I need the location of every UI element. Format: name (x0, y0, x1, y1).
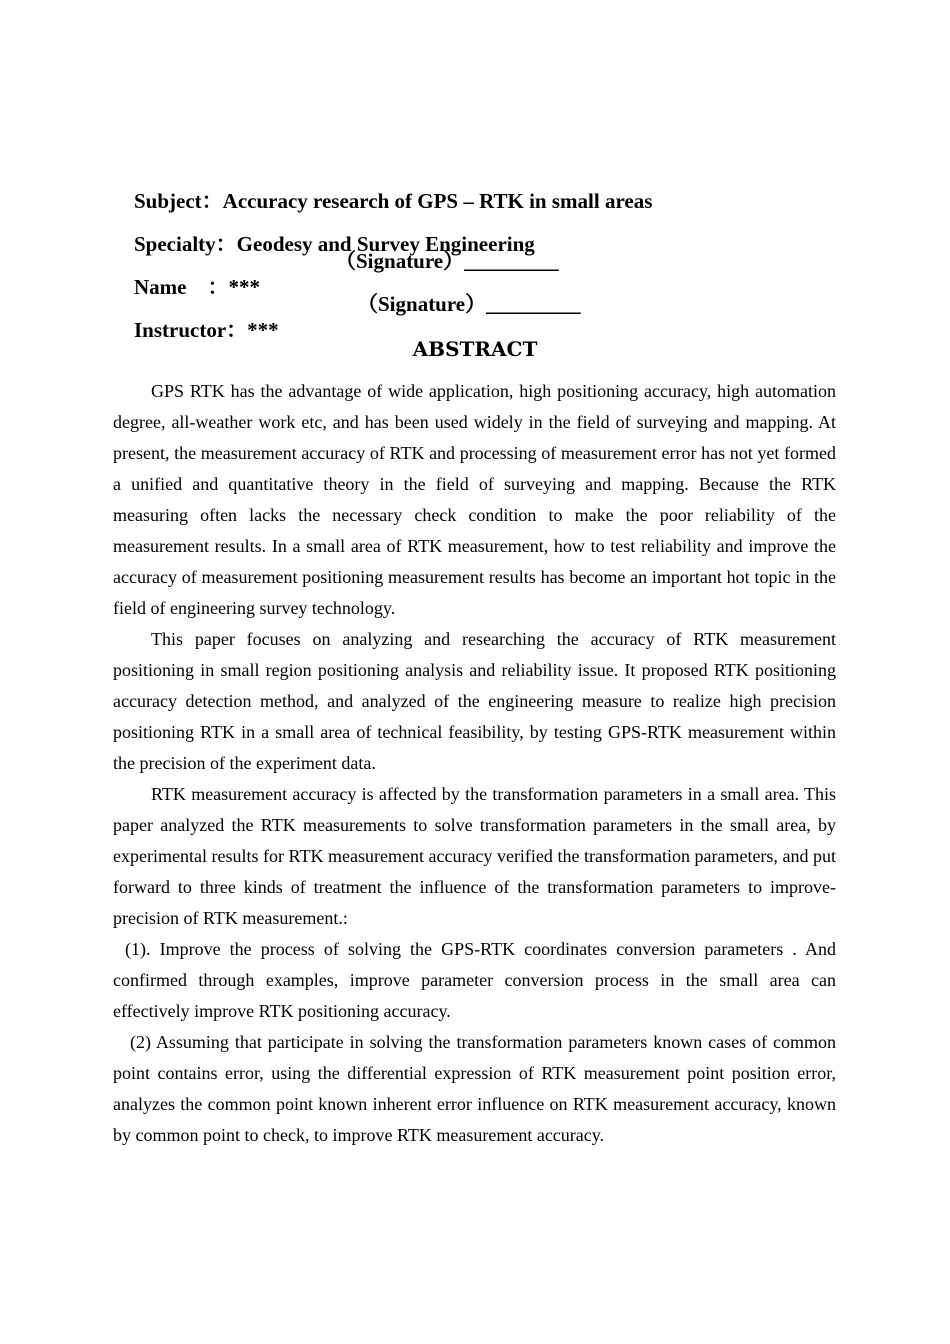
name-signature: （Signature）_________ (335, 249, 559, 273)
specialty-value: Geodesy and Survey Engineering (236, 232, 535, 256)
abstract-paragraph-3: RTK measurement accuracy is affected by the transformation parameters in a small area. This paper analyzed the RTK measurements to solve transformation parameters in the small area, by experimental results for RTK measurement accuracy verified the transformation parameters, and put forward to three kinds of treatment the influence of the transformation parameters to improve- precision of RTK measurement.: (113, 784, 836, 928)
name-value: *** (228, 275, 260, 299)
instructor-signature: （Signature）_________ (357, 292, 581, 316)
abstract-title: ABSTRACT (412, 337, 538, 361)
subject-label: Subject： (134, 189, 223, 213)
abstract-paragraph-1: GPS RTK has the advantage of wide application, high positioning accuracy, high automation degree, all-weather work etc, and has been used widely in the field of surveying and mapping. At present, the measurement accuracy of RTK and processing of measurement error has not yet formed a unified and quantitative theory in the field of surveying and mapping. Because the RTK measuring often lacks the necessary check condition to make the poor reliability of the measurement results. In a small area of RTK measurement, how to test reliability and improve the accuracy of measurement positioning measurement results has become an important hot topic in the field of engineering survey technology. (113, 381, 836, 618)
subject-value: Accuracy research of GPS – RTK in small areas (222, 189, 653, 213)
instructor-value: *** (247, 318, 279, 342)
abstract-item-2: (2) Assuming that participate in solving the transformation parameters known cases of common point contains error, using the differential expression of RTK measurement point position error, analyzes the common point known inherent error influence on RTK measurement accuracy, known by common point to check, to improve RTK measurement accuracy. (113, 1032, 836, 1145)
abstract-body (113, 376, 836, 1151)
instructor-label: Instructor： (134, 318, 248, 342)
abstract-paragraph-2: This paper focuses on analyzing and researching the accuracy of RTK measurement positioning in small region positioning analysis and reliability issue. It proposed RTK positioning accuracy detection method, and analyzed of the engineering measure to realize high precision positioning RTK in a small area of technical feasibility, by testing GPS-RTK measurement within the precision of the experiment data. (113, 629, 836, 773)
specialty-label: Specialty： (134, 232, 237, 256)
name-label: Name ： (134, 275, 229, 299)
abstract-item-1: (1). Improve the process of solving the GPS-RTK coordinates conversion parameters . And confirmed through examples, improve parameter conversion process in the small area can effectively improve RTK positioning accuracy. (113, 939, 836, 1021)
